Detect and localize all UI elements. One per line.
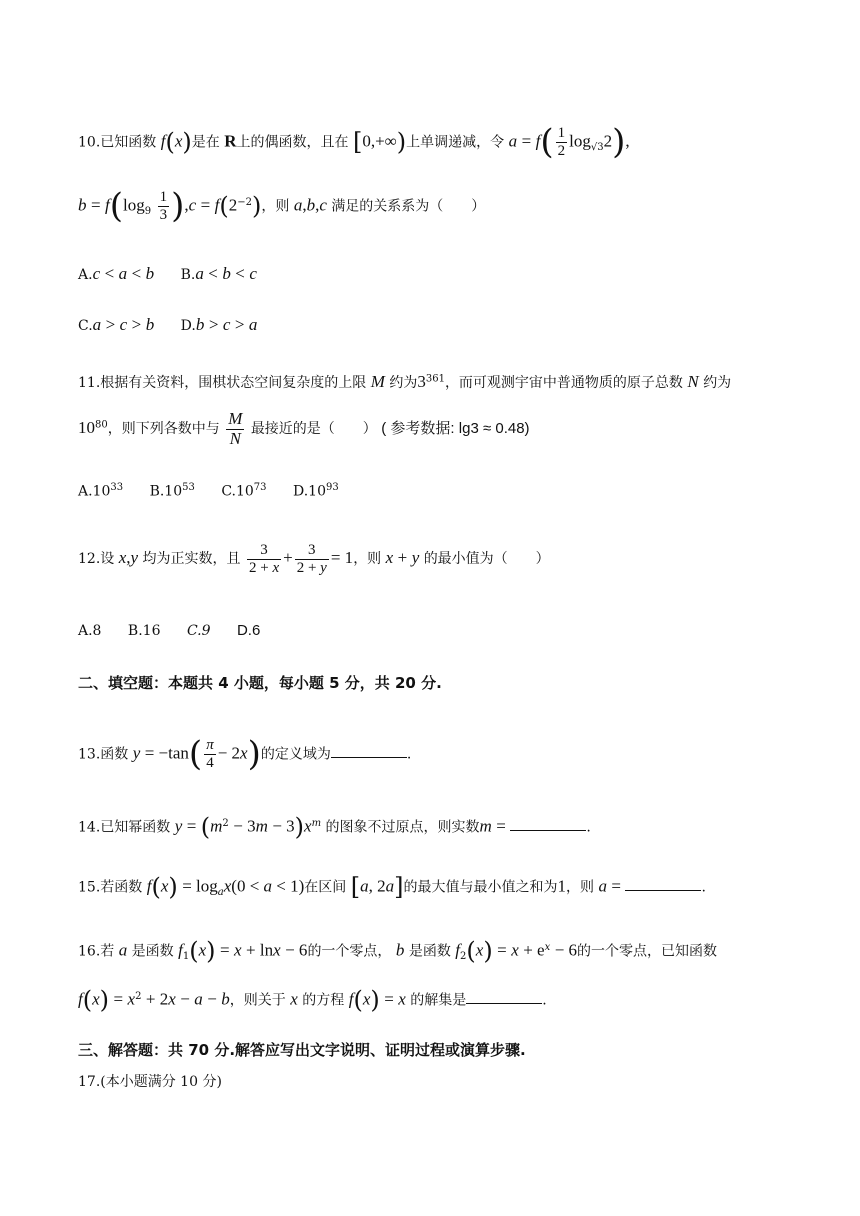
exponent: 93: [325, 482, 339, 493]
text: 则: [275, 198, 290, 215]
question-number: 15.: [78, 879, 101, 896]
option-b[interactable]: B.16: [127, 623, 161, 639]
answer-blank[interactable]: [331, 743, 407, 758]
option-c[interactable]: [221, 482, 266, 500]
q11-line1: 11.根据有关资料，围棋状态空间复杂度的上限 M 约为$3^{361}$，而可观测宇宙中普通物质的原子总数 N 约为: [78, 372, 732, 391]
text: 函数: [100, 746, 129, 763]
text: 在区间: [304, 879, 347, 896]
text: 设: [100, 551, 115, 567]
option-a[interactable]: A.8: [78, 623, 102, 639]
text: 的解集是: [410, 992, 467, 1009]
option-label: B.: [180, 267, 196, 283]
text: ，则: [353, 551, 382, 567]
text: 满足的关系系为（ ）: [331, 198, 486, 215]
text: 的最大值与最小值之和为: [403, 879, 558, 896]
option-label: C.: [78, 318, 93, 334]
text: 的定义域为: [260, 746, 331, 763]
option-label: D.: [180, 318, 196, 334]
text: 约为: [703, 375, 732, 391]
section-heading-solutions: 三、解答题：共 70 分.解答应写出文字说明、证明过程或演算步骤.: [78, 1041, 526, 1059]
q15: 15.若函数 $f(x) = \log_ax(0 < a < 1)$在区间 [a, 2a]的最大值与最小值之和为1，则 a = .: [78, 873, 706, 901]
option-label: C.10: [221, 483, 254, 500]
fraction-half: $\frac{1}{2}$: [557, 125, 566, 159]
option-a[interactable]: A.c < a < b: [78, 264, 155, 283]
fraction-third: $\frac{1}{3}$: [159, 189, 168, 223]
log-base: √3: [590, 142, 604, 154]
option-label: B.10: [149, 483, 183, 500]
q10-line2: $b = f(\log_9$ $\frac{1}{3}$ )$,c = f(2^{-2})$，则 a,b,c 满足的关系系为（ ）: [78, 186, 486, 226]
option-b[interactable]: B.a < b < c: [180, 264, 257, 283]
text: 上的偶函数，且在: [236, 134, 349, 151]
exponent: 53: [182, 482, 195, 493]
option-label: A.: [78, 267, 93, 283]
option-a[interactable]: [78, 482, 123, 500]
option-d[interactable]: D.6: [236, 622, 261, 639]
fraction-3-over-2-plus-x: $\frac{3}{2 + x}$: [248, 542, 280, 576]
question-number: 13.: [78, 746, 101, 763]
q14: 14.已知幂函数 $y = (m^2 - 3m - 3)x^m$ 的图象不过原点，则实数m = .: [78, 813, 591, 841]
text: 是函数: [408, 943, 451, 960]
exponent: 361: [425, 373, 445, 385]
reference-data: ( 参考数据: lg3 ≈ 0.48): [381, 420, 530, 438]
text: 均为正实数，且: [142, 551, 241, 567]
fraction-pi-over-4: $\frac{\pi}{4}$: [206, 737, 214, 771]
real-set-symbol: R: [224, 131, 237, 151]
text: 根据有关资料，围棋状态空间复杂度的上限: [100, 375, 367, 391]
option-d[interactable]: D.b > c > a: [180, 315, 258, 334]
q16-line2: $f(x) = x^2 + 2x - a - b$，则关于 x 的方程 f(x) = x 的解集是 .: [78, 986, 547, 1014]
text: ，则关于: [229, 992, 286, 1009]
text: ，则下列各数中与: [107, 421, 220, 438]
text: 的最小值为（ ）: [423, 551, 550, 567]
interval: 0,+∞: [362, 131, 397, 151]
q11-line2: $10^{80}$，则下列各数中与 $\frac{M}{N}$ 最接近的是（ ） ( 参考数据: lg3 ≈ 0.48): [78, 409, 530, 448]
answer-blank[interactable]: [466, 989, 542, 1004]
text: 已知幂函数: [100, 819, 171, 836]
question-number: 10.: [78, 134, 101, 151]
text: 的图象不过原点，则实数: [325, 819, 480, 836]
option-label: A.10: [78, 483, 111, 500]
option-d[interactable]: [293, 482, 339, 500]
answer-blank[interactable]: [625, 876, 701, 891]
q10-line1: 10.已知函数 f(x)是在 R上的偶函数，且在 [0,+∞)上单调递减，令 a = f( $\frac{1}{2}$ $\log_{√3}2$),: [78, 122, 630, 162]
question-number: 12.: [78, 551, 101, 567]
value-one: 1: [557, 876, 566, 896]
text: 已知函数: [100, 134, 157, 151]
option-c[interactable]: C.a > c > b: [78, 315, 155, 334]
fraction-M-over-N: $\frac{M}{N}$: [228, 409, 243, 448]
text: 是函数: [131, 943, 174, 960]
text: 是在: [191, 134, 220, 151]
text: ，则: [565, 879, 594, 896]
exponent: 73: [253, 482, 267, 493]
text: 的一个零点，已知函数: [577, 943, 718, 960]
q13: 13.函数 y = −tan( $\frac{\pi}{4}$ − 2x)的定义域为 .: [78, 734, 412, 774]
q12-options: [78, 622, 800, 640]
question-number: 11.: [78, 375, 101, 391]
q10-options-row1: [78, 264, 800, 284]
fraction-3-over-2-plus-y: $\frac{3}{2 + y}$: [296, 542, 327, 576]
exponent: 80: [95, 419, 108, 431]
question-number: 14.: [78, 819, 101, 836]
q16-line1: 16.若 a 是函数 $f_1(x) = x + \ln x - 6$的一个零点， b 是函数 $f_2(x) = x + e^x - 6$的一个零点，已知函数: [78, 937, 718, 965]
q17: 17.(本小题满分 10 分): [78, 1074, 222, 1090]
answer-blank[interactable]: [510, 816, 586, 831]
section-heading-fill-in: 二、填空题：本题共 4 小题，每小题 5 分，共 20 分.: [78, 674, 442, 692]
text: 若: [100, 943, 115, 960]
option-b[interactable]: [150, 482, 195, 500]
text: 的方程: [302, 992, 345, 1009]
text: 的一个零点，: [307, 943, 392, 960]
text: 上单调递减，令: [406, 134, 505, 151]
q12-line1: 12.设 x,y 均为正实数，且 $\frac{3}{2 + x}$ + $\frac{3}{2 + y}$ = 1，则 x + y 的最小值为（ ）: [78, 542, 550, 576]
text: 约为: [389, 375, 418, 391]
option-label: D.10: [292, 483, 326, 500]
option-c[interactable]: C.9: [186, 623, 211, 639]
question-number: 16.: [78, 943, 101, 960]
text: ，而可观测宇宙中普通物质的原子总数: [444, 375, 683, 391]
q11-options: [78, 482, 800, 500]
text: 最接近的是（ ）: [250, 421, 377, 438]
q10-options-row2: [78, 315, 800, 335]
text: 若函数: [100, 879, 143, 896]
exponent: 33: [110, 482, 124, 493]
